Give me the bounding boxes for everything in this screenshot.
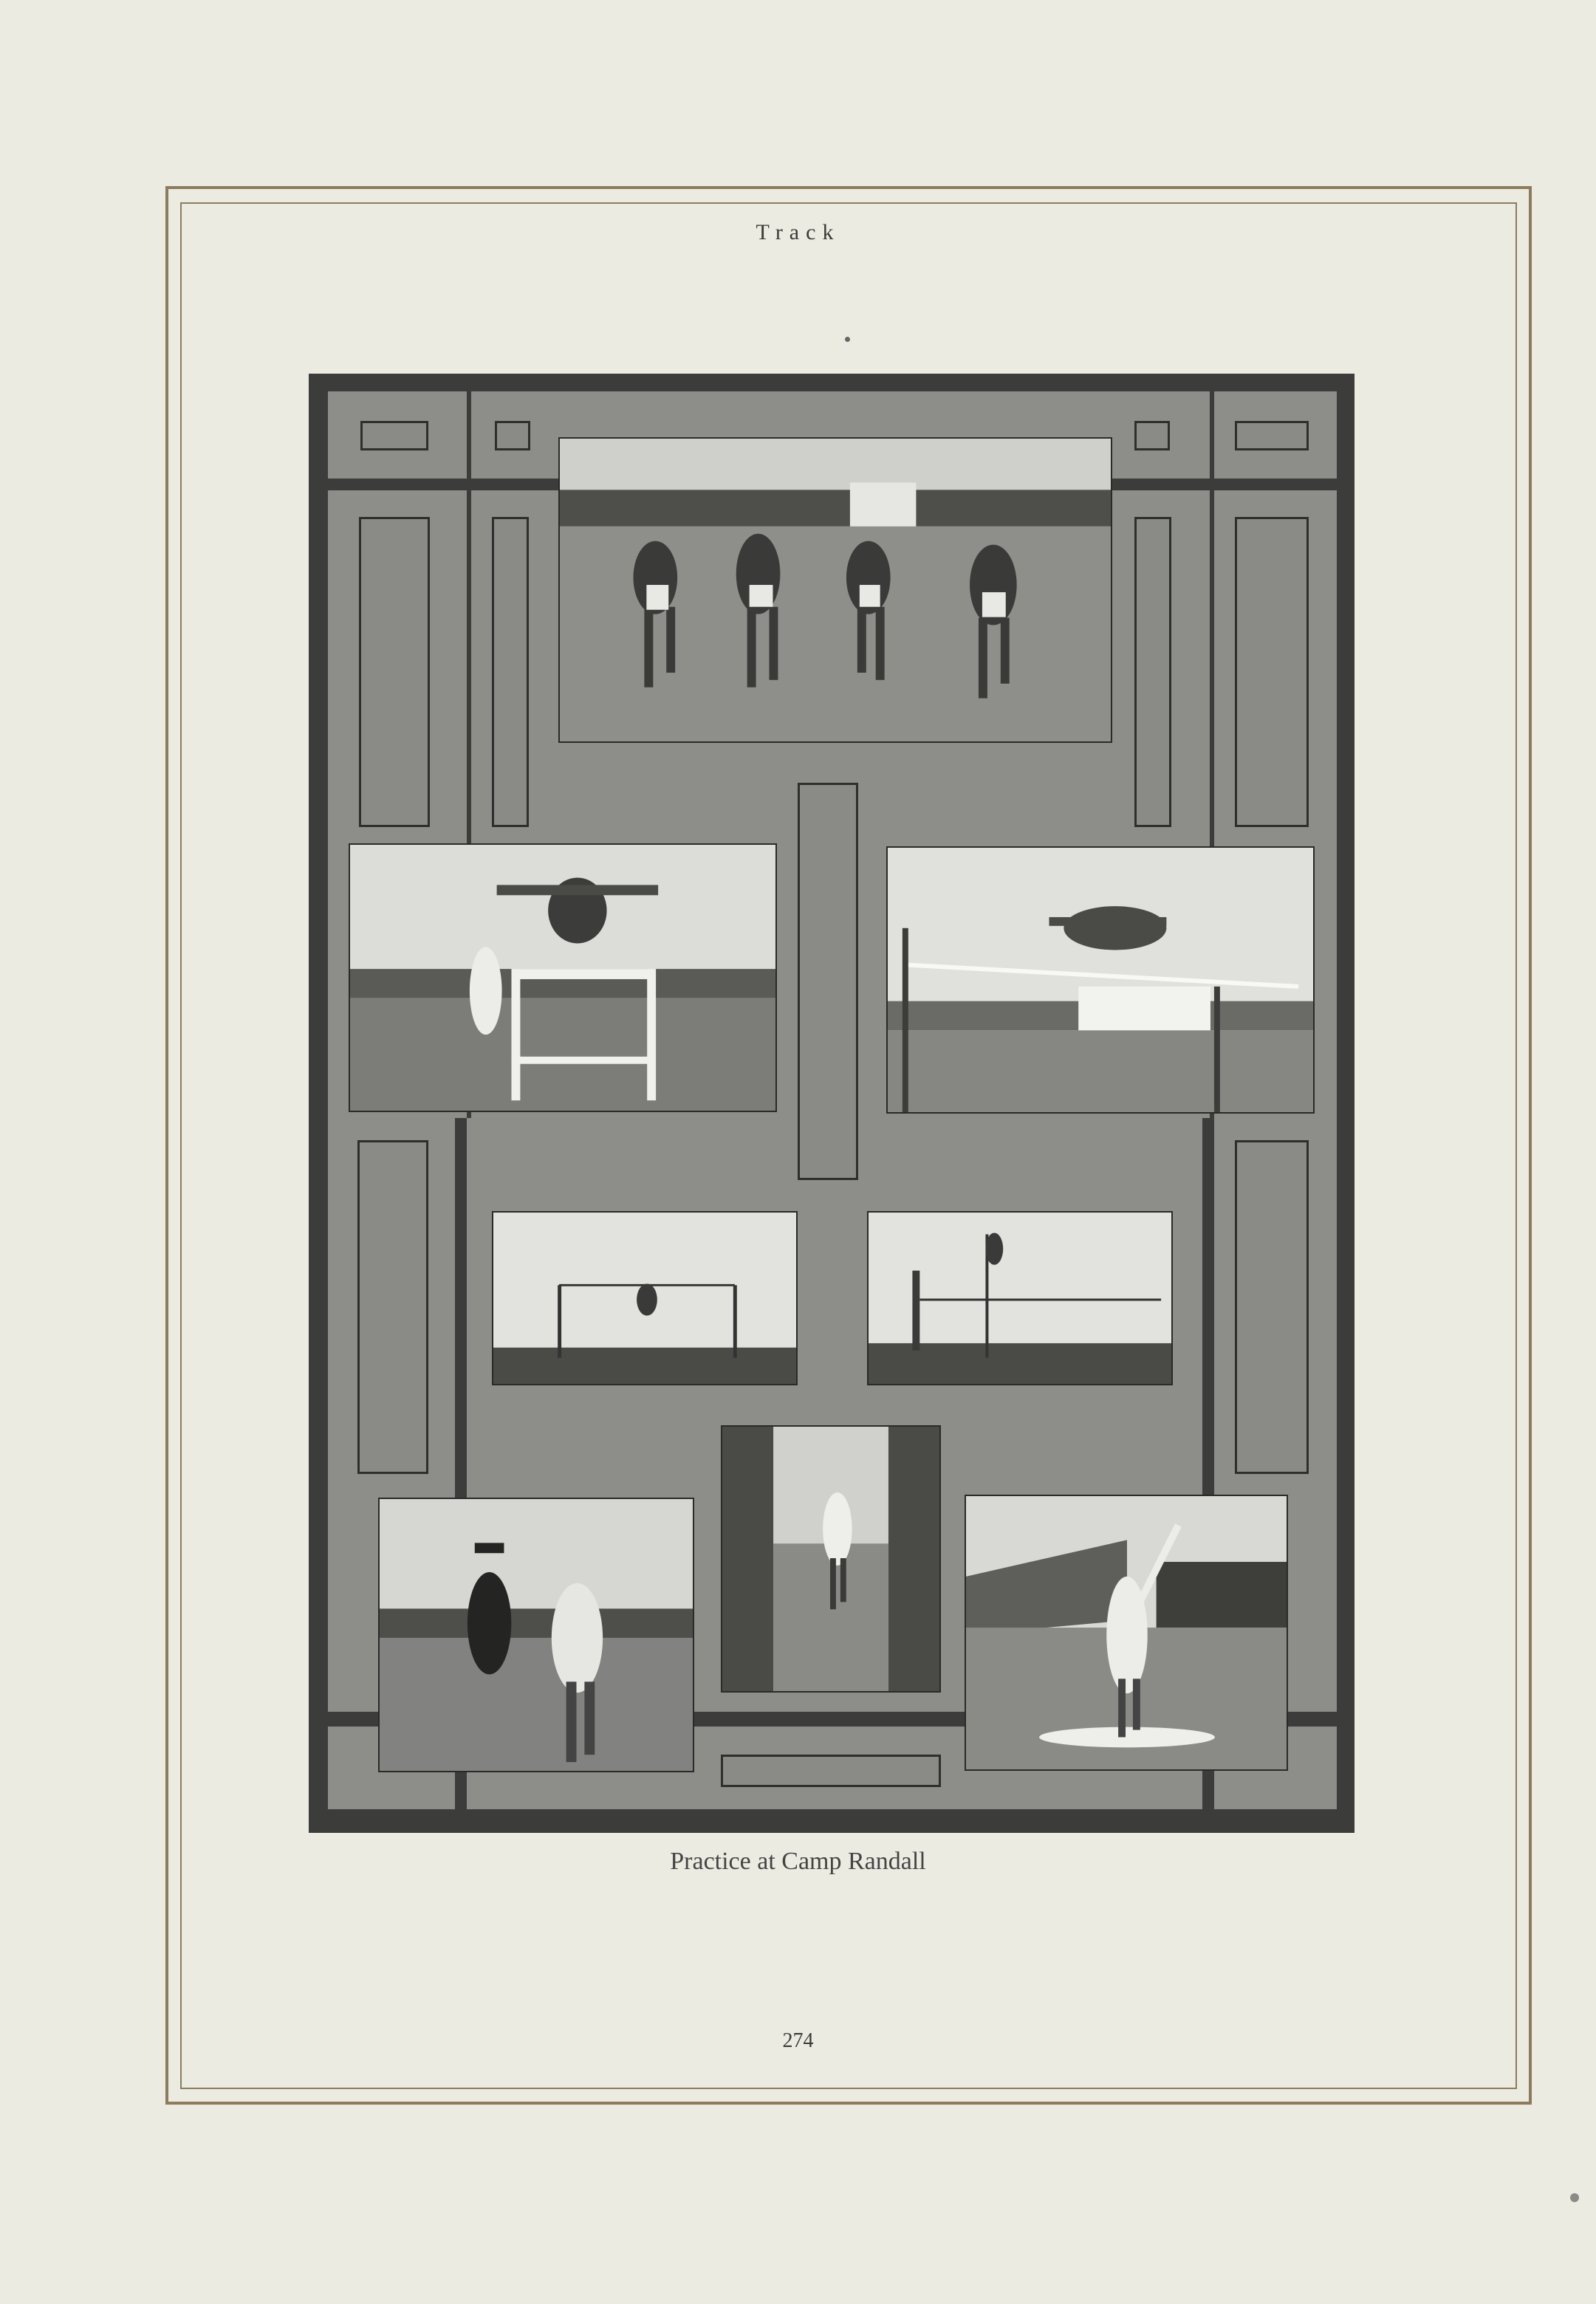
distance-runner-image — [722, 1427, 939, 1691]
sprint-start-image — [560, 439, 1111, 741]
photo-shot-put — [965, 1495, 1288, 1771]
shot-put-image — [966, 1496, 1287, 1769]
paper-speck — [1570, 2193, 1579, 2202]
pole-vault-left-image — [493, 1213, 796, 1384]
mount-slot — [798, 783, 858, 1180]
mount-slot — [495, 421, 530, 450]
photo-high-jump — [886, 846, 1315, 1114]
photo-caption: Practice at Camp Randall — [670, 1848, 926, 1875]
pole-vault-right-image — [869, 1213, 1171, 1384]
photo-pole-vault-left — [492, 1211, 798, 1385]
mount-slot — [357, 1140, 428, 1474]
photo-hurdles — [349, 843, 777, 1112]
mount-slot — [1235, 1140, 1309, 1474]
photo-distance-runner — [721, 1425, 941, 1693]
mount-slot — [1235, 517, 1309, 827]
mount-slot — [1235, 421, 1309, 450]
photo-pole-vault-right — [867, 1211, 1173, 1385]
mount-slot — [1134, 517, 1171, 827]
hurdles-image — [350, 845, 775, 1111]
mount-slot — [721, 1755, 941, 1787]
page-number: 274 — [782, 2029, 814, 2052]
paper-speck — [845, 337, 850, 342]
high-jump-image — [888, 848, 1313, 1112]
mount-slot — [492, 517, 529, 827]
photo-mount — [309, 374, 1354, 1833]
mount-slot — [1134, 421, 1170, 450]
photo-sprinter-and-official — [378, 1498, 694, 1772]
running-head: Track — [756, 220, 840, 244]
mount-slot — [360, 421, 428, 450]
photo-sprint-start — [558, 437, 1112, 743]
sprinter-and-official-image — [380, 1499, 693, 1771]
mount-slot — [359, 517, 430, 827]
